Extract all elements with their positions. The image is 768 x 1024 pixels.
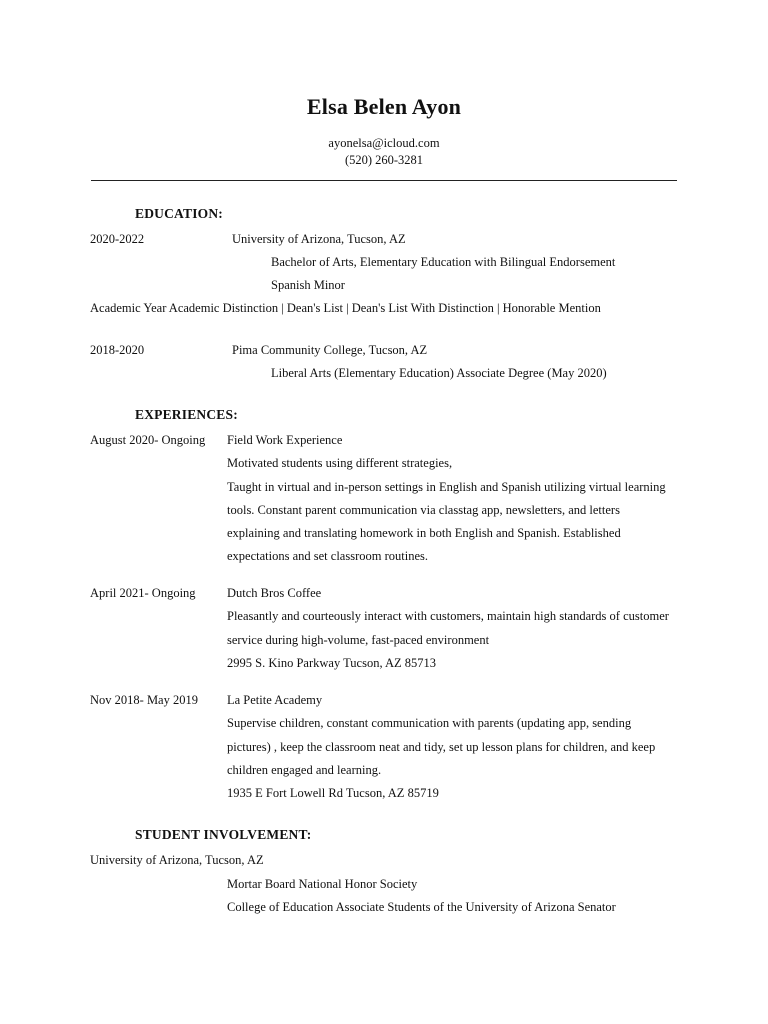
experience-address-2: 2995 S. Kino Parkway Tucson, AZ 85713: [227, 656, 437, 670]
experience-title-3: La Petite Academy: [227, 693, 323, 707]
involvement-heading: STUDENT INVOLVEMENT:: [135, 827, 312, 842]
email-text: ayonelsa@icloud.com: [328, 136, 440, 150]
involvement-item: College of Education Associate Students of the University of Arizona Senator: [227, 900, 616, 914]
education-dates-2: 2018-2020: [90, 343, 145, 357]
experience-line: tools. Constant parent communication via classtag app, newsletters, and letters: [227, 503, 620, 517]
involvement-institution: University of Arizona, Tucson, AZ: [90, 853, 264, 867]
experience-line: expectations and set classroom routines.: [227, 549, 428, 563]
education-dates-1: 2020-2022: [90, 232, 145, 246]
experience-line: explaining and translating homework in both English and Spanish. Established: [227, 526, 621, 540]
experience-line: Taught in virtual and in-person settings in English and Spanish utilizing virtual learning: [227, 480, 666, 494]
education-minor-1: Spanish Minor: [271, 278, 345, 292]
education-institution-2: Pima Community College, Tucson, AZ: [232, 343, 428, 357]
experience-dates-3: Nov 2018- May 2019: [90, 693, 198, 707]
education-degree-1: Bachelor of Arts, Elementary Education with Bilingual Endorsement: [271, 255, 616, 269]
header-divider: [91, 180, 677, 181]
experience-title-1: Field Work Experience: [227, 433, 343, 447]
experience-line: children engaged and learning.: [227, 763, 382, 777]
experience-dates-2: April 2021- Ongoing: [90, 586, 196, 600]
experience-line: Pleasantly and courteously interact with customers, maintain high standards of customer: [227, 609, 669, 623]
education-heading: EDUCATION:: [135, 206, 224, 221]
experience-dates-1: August 2020- Ongoing: [90, 433, 206, 447]
phone-text: (520) 260-3281: [344, 153, 424, 167]
experience-line: service during high-volume, fast-paced environment: [227, 633, 490, 647]
involvement-item: Mortar Board National Honor Society: [227, 877, 418, 891]
experience-title-2: Dutch Bros Coffee: [227, 586, 322, 600]
resume-name: Elsa Belen Ayon: [306, 94, 462, 119]
experiences-heading: EXPERIENCES:: [135, 407, 238, 422]
experience-line: Supervise children, constant communication with parents (updating app, sending: [227, 716, 632, 730]
education-institution-1: University of Arizona, Tucson, AZ: [232, 232, 406, 246]
education-honors-1: Academic Year Academic Distinction | Dean's List | Dean's List With Distinction | Honorable Mention: [90, 301, 601, 315]
experience-line: Motivated students using different strategies,: [227, 456, 453, 470]
experience-line: pictures) , keep the classroom neat and tidy, set up lesson plans for children, and keep: [227, 740, 656, 754]
education-degree-2: Liberal Arts (Elementary Education) Associate Degree (May 2020): [271, 366, 607, 380]
experience-address-3: 1935 E Fort Lowell Rd Tucson, AZ 85719: [227, 786, 439, 800]
